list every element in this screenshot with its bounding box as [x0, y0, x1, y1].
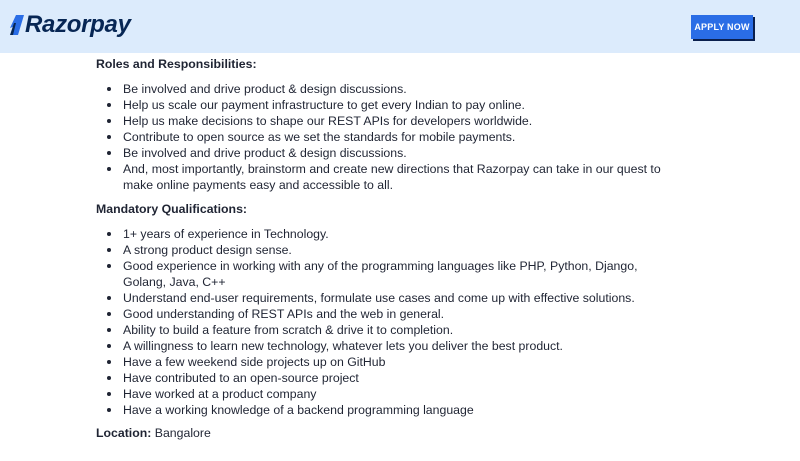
list-item: Understand end-user requirements, formulate use cases and come up with effective solutions.: [123, 290, 676, 306]
razorpay-logo-icon: [10, 15, 24, 35]
list-item: Have a few weekend side projects up on GitHub: [123, 354, 676, 370]
site-header: [0, 0, 800, 53]
list-item: Good experience in working with any of the programming languages like PHP, Python, Django, Golang, Java, C++: [123, 258, 676, 290]
list-item: Good understanding of REST APIs and the web in general.: [123, 306, 676, 322]
list-item: Be involved and drive product & design discussions.: [123, 81, 676, 97]
list-item: Help us make decisions to shape our REST APIs for developers worldwide.: [123, 113, 676, 129]
job-description: [96, 55, 676, 441]
roles-heading: Roles and Responsibilities:: [96, 57, 257, 71]
list-item: Help us scale our payment infrastructure to get every Indian to pay online.: [123, 97, 676, 113]
list-item: Have worked at a product company: [123, 386, 676, 402]
list-item: Have a working knowledge of a backend programming language: [123, 402, 676, 418]
list-item: 1+ years of experience in Technology.: [123, 226, 676, 242]
location-line: [96, 425, 676, 441]
list-item: Be involved and drive product & design discussions.: [123, 145, 676, 161]
list-item: A willingness to learn new technology, whatever lets you deliver the best product.: [123, 338, 676, 354]
logo-text: Razorpay: [25, 11, 131, 38]
roles-list: [96, 81, 676, 193]
list-item: A strong product design sense.: [123, 242, 676, 258]
location-label: Location:: [96, 426, 152, 440]
list-item: Ability to build a feature from scratch & drive it to completion.: [123, 322, 676, 338]
list-item: And, most importantly, brainstorm and create new directions that Razorpay can take in our quest to make online payments easy and accessible to all.: [123, 161, 676, 193]
qualifications-list: [96, 226, 676, 418]
location-value: Bangalore: [154, 426, 211, 440]
razorpay-logo[interactable]: [10, 12, 131, 38]
apply-now-button[interactable]: APPLY NOW: [691, 15, 753, 39]
qualifications-heading: Mandatory Qualifications:: [96, 202, 247, 216]
list-item: Have contributed to an open-source project: [123, 370, 676, 386]
list-item: Contribute to open source as we set the standards for mobile payments.: [123, 129, 676, 145]
